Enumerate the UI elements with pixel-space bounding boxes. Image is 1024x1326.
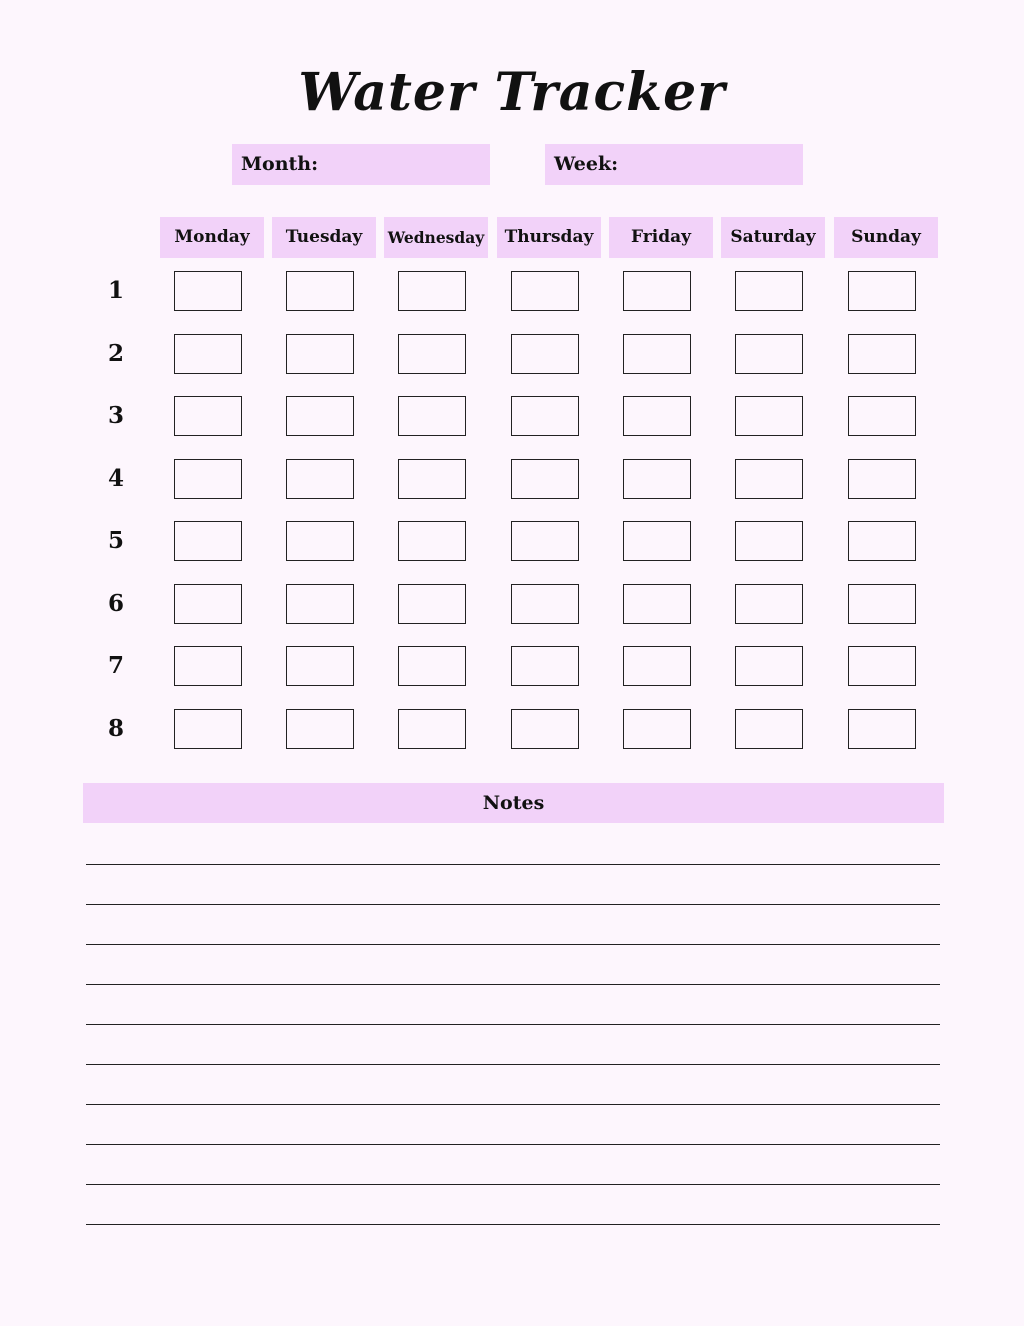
checkbox-saturday-3[interactable] — [735, 396, 803, 436]
checkbox-monday-3[interactable] — [174, 396, 242, 436]
row-number: 8 — [107, 714, 124, 742]
day-header-wednesday: Wednesday — [384, 217, 488, 258]
checkbox-sunday-7[interactable] — [848, 646, 916, 686]
checkbox-sunday-6[interactable] — [848, 584, 916, 624]
checkbox-wednesday-3[interactable] — [398, 396, 466, 436]
row-number: 6 — [107, 589, 124, 617]
day-header-friday: Friday — [609, 217, 713, 258]
checkbox-sunday-1[interactable] — [848, 271, 916, 311]
checkbox-friday-4[interactable] — [623, 459, 691, 499]
checkbox-saturday-8[interactable] — [735, 709, 803, 749]
row-number: 4 — [107, 464, 124, 492]
checkbox-thursday-1[interactable] — [511, 271, 579, 311]
checkbox-monday-5[interactable] — [174, 521, 242, 561]
month-field[interactable]: Month: — [232, 144, 490, 185]
checkbox-sunday-5[interactable] — [848, 521, 916, 561]
checkbox-thursday-8[interactable] — [511, 709, 579, 749]
checkbox-wednesday-4[interactable] — [398, 459, 466, 499]
checkbox-thursday-5[interactable] — [511, 521, 579, 561]
checkbox-wednesday-7[interactable] — [398, 646, 466, 686]
day-header-thursday: Thursday — [497, 217, 601, 258]
checkbox-wednesday-8[interactable] — [398, 709, 466, 749]
row-number: 2 — [107, 339, 124, 367]
checkbox-tuesday-1[interactable] — [286, 271, 354, 311]
checkbox-saturday-4[interactable] — [735, 459, 803, 499]
day-header-tuesday: Tuesday — [272, 217, 376, 258]
checkbox-monday-1[interactable] — [174, 271, 242, 311]
checkbox-wednesday-6[interactable] — [398, 584, 466, 624]
note-line[interactable] — [86, 1024, 940, 1025]
checkbox-monday-7[interactable] — [174, 646, 242, 686]
note-line[interactable] — [86, 984, 940, 985]
checkbox-wednesday-2[interactable] — [398, 334, 466, 374]
checkbox-thursday-3[interactable] — [511, 396, 579, 436]
checkbox-tuesday-4[interactable] — [286, 459, 354, 499]
row-number: 1 — [107, 277, 124, 304]
row-number: 7 — [107, 652, 124, 679]
note-line[interactable] — [86, 1064, 940, 1065]
checkbox-monday-6[interactable] — [174, 584, 242, 624]
checkbox-wednesday-1[interactable] — [398, 271, 466, 311]
checkbox-sunday-8[interactable] — [848, 709, 916, 749]
checkbox-friday-1[interactable] — [623, 271, 691, 311]
checkbox-friday-7[interactable] — [623, 646, 691, 686]
day-header-monday: Monday — [160, 217, 264, 258]
checkbox-friday-6[interactable] — [623, 584, 691, 624]
checkbox-wednesday-5[interactable] — [398, 521, 466, 561]
note-line[interactable] — [86, 1144, 940, 1145]
note-line[interactable] — [86, 1224, 940, 1225]
page-title: Water Tracker — [298, 62, 726, 123]
checkbox-tuesday-2[interactable] — [286, 334, 354, 374]
checkbox-thursday-2[interactable] — [511, 334, 579, 374]
day-header-sunday: Sunday — [834, 217, 938, 258]
checkbox-tuesday-3[interactable] — [286, 396, 354, 436]
checkbox-saturday-6[interactable] — [735, 584, 803, 624]
checkbox-monday-2[interactable] — [174, 334, 242, 374]
checkbox-saturday-2[interactable] — [735, 334, 803, 374]
checkbox-sunday-2[interactable] — [848, 334, 916, 374]
checkbox-friday-8[interactable] — [623, 709, 691, 749]
note-line[interactable] — [86, 944, 940, 945]
day-header-saturday: Saturday — [721, 217, 825, 258]
checkbox-thursday-4[interactable] — [511, 459, 579, 499]
checkbox-friday-3[interactable] — [623, 396, 691, 436]
checkbox-sunday-3[interactable] — [848, 396, 916, 436]
row-number: 3 — [107, 402, 124, 429]
checkbox-monday-8[interactable] — [174, 709, 242, 749]
note-line[interactable] — [86, 1184, 940, 1185]
checkbox-monday-4[interactable] — [174, 459, 242, 499]
checkbox-friday-2[interactable] — [623, 334, 691, 374]
checkbox-saturday-7[interactable] — [735, 646, 803, 686]
checkbox-sunday-4[interactable] — [848, 459, 916, 499]
note-line[interactable] — [86, 904, 940, 905]
checkbox-tuesday-8[interactable] — [286, 709, 354, 749]
checkbox-saturday-5[interactable] — [735, 521, 803, 561]
checkbox-tuesday-6[interactable] — [286, 584, 354, 624]
checkbox-thursday-7[interactable] — [511, 646, 579, 686]
checkbox-saturday-1[interactable] — [735, 271, 803, 311]
checkbox-tuesday-7[interactable] — [286, 646, 354, 686]
checkbox-tuesday-5[interactable] — [286, 521, 354, 561]
week-field[interactable]: Week: — [545, 144, 803, 185]
row-number: 5 — [107, 527, 124, 554]
note-line[interactable] — [86, 1104, 940, 1105]
checkbox-friday-5[interactable] — [623, 521, 691, 561]
notes-header: Notes — [83, 783, 944, 823]
note-line[interactable] — [86, 864, 940, 865]
checkbox-thursday-6[interactable] — [511, 584, 579, 624]
